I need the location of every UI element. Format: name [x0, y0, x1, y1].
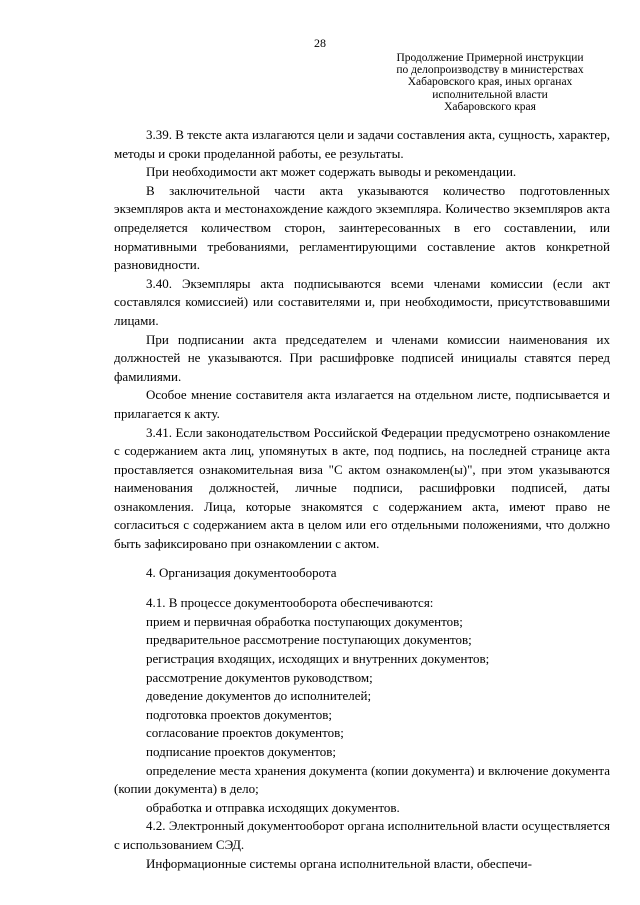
paragraph-4-2: 4.2. Электронный документооборот органа исполнительной власти осуществляется с использованием СЭД. — [114, 818, 610, 852]
section-heading: 4. Организация документооборота — [146, 564, 337, 580]
paragraph-3-39: 3.39. В тексте акта излагаются цели и задачи составления акта, сущность, характер, методы и сроки проделанной работы, ее результаты. — [114, 127, 610, 161]
list-item: регистрация входящих, исходящих и внутренних документов; — [146, 651, 490, 667]
document-body — [114, 126, 610, 873]
paragraph-4-1: 4.1. В процессе документооборота обеспечиваются: — [146, 595, 434, 611]
list-item: рассмотрение документов руководством; — [146, 669, 373, 685]
list-item: обработка и отправка исходящих документов. — [146, 799, 400, 815]
paragraph: При необходимости акт может содержать выводы и рекомендации. — [146, 164, 517, 180]
document-header — [370, 52, 610, 113]
page-number: 28 — [314, 36, 326, 50]
list-item: определение места хранения документа (копии документа) и включение документа (копии документа) в дело; — [114, 762, 610, 797]
paragraph: В заключительной части акта указываются количество подготовленных экземпляров акта и местонахождение каждого экземпляра. Количество экземпляров акта определяется количеством сторон, заинтересованных в его составлении, или нормативными требованиями, регламентирующими составление актов конкретной разновидности. — [114, 182, 610, 273]
header-line: Продолжение Примерной инструкции — [396, 52, 584, 64]
list-item: согласование проектов документов; — [146, 725, 344, 741]
list-item: подписание проектов документов; — [146, 744, 336, 759]
paragraph: Особое мнение составителя акта излагается на отдельном листе, подписывается и прилагается к акту. — [114, 387, 610, 421]
header-line: исполнительной власти — [432, 88, 548, 101]
list-item: доведение документов до исполнителей; — [146, 688, 372, 704]
paragraph: Информационные системы органа исполнительной власти, обеспечи- — [146, 855, 532, 871]
list-item: подготовка проектов документов; — [146, 706, 333, 722]
paragraph-3-41: 3.41. Если законодательством Российской Федерации предусмотрено ознакомление с содержанием акта лиц, упомянутых в акте, под подпись, на последней странице акта проставляется ознакомительная виза "С актом ознакомлен(ы)", при этом указываются наименования должностей, личные подписи, расшифровки подписей, даты ознакомления. Лица, которые знакомятся с содержанием акта, имеют право не согласиться с содержанием акта в целом или его отдельными положениями, что должно быть зафиксировано при ознакомлении с актом. — [114, 424, 610, 552]
list-item: предварительное рассмотрение поступающих документов; — [146, 632, 472, 648]
paragraph-3-40: 3.40. Экземпляры акта подписываются всеми членами комиссии (если акт составлялся комиссией) или составителями и, при необходимости, присутствовавшими лицами. — [114, 275, 610, 328]
header-line: Хабаровского края — [444, 100, 536, 113]
list-item: прием и первичная обработка поступающих документов; — [146, 613, 463, 629]
paragraph: При подписании акта председателем и членами комиссии наименования их должностей не указываются. При расшифровке подписей инициалы ставятся перед фамилиями. — [114, 331, 610, 384]
header-line: по делопроизводству в министерствах — [396, 64, 584, 77]
header-line: Хабаровского края, иных органах — [407, 76, 573, 89]
